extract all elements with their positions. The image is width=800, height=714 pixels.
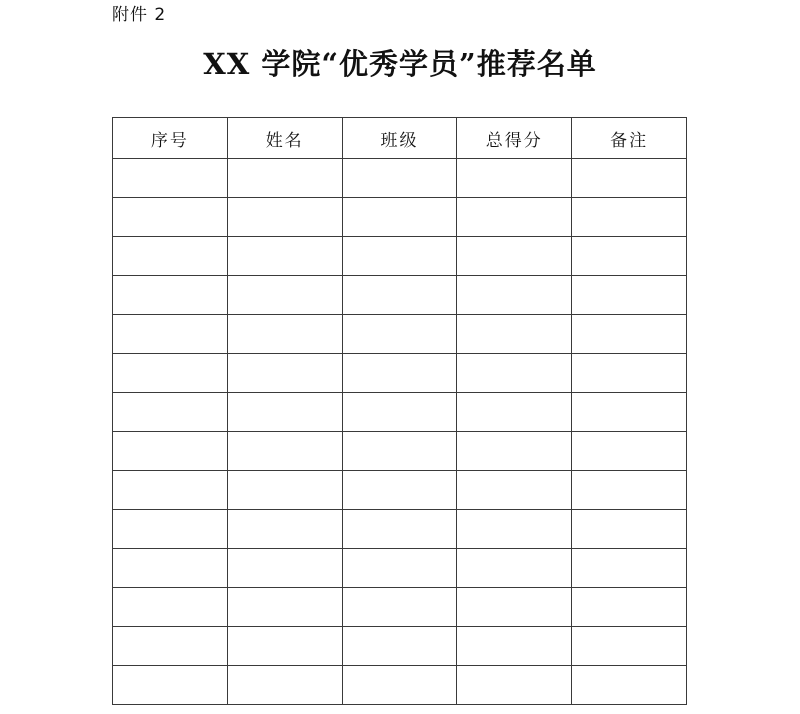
table-row	[113, 237, 687, 276]
table-cell[interactable]	[342, 315, 457, 354]
table-cell[interactable]	[227, 471, 342, 510]
document-title: XX 学院“优秀学员”推荐名单	[203, 47, 597, 81]
table-cell[interactable]	[342, 666, 457, 705]
table-row	[113, 159, 687, 198]
header-serial-number: 序号	[113, 118, 228, 159]
table-cell[interactable]	[342, 549, 457, 588]
table-row	[113, 588, 687, 627]
table-cell[interactable]	[457, 627, 572, 666]
table-cell[interactable]	[113, 393, 228, 432]
nomination-table	[112, 117, 687, 705]
table-cell[interactable]	[457, 549, 572, 588]
table-cell[interactable]	[113, 159, 228, 198]
table-cell[interactable]	[113, 315, 228, 354]
table-cell[interactable]	[572, 198, 687, 237]
table-row	[113, 198, 687, 237]
table-cell[interactable]	[457, 237, 572, 276]
table-cell[interactable]	[227, 510, 342, 549]
table-cell[interactable]	[572, 549, 687, 588]
table-cell[interactable]	[572, 627, 687, 666]
table-cell[interactable]	[457, 159, 572, 198]
table-header-row	[113, 118, 687, 159]
table-cell[interactable]	[572, 432, 687, 471]
table-cell[interactable]	[572, 393, 687, 432]
table-row	[113, 549, 687, 588]
table-cell[interactable]	[342, 432, 457, 471]
table-cell[interactable]	[113, 471, 228, 510]
table-cell[interactable]	[227, 393, 342, 432]
table-cell[interactable]	[457, 588, 572, 627]
table-cell[interactable]	[457, 393, 572, 432]
table-row	[113, 354, 687, 393]
table-cell[interactable]	[342, 198, 457, 237]
table-cell[interactable]	[572, 276, 687, 315]
table-cell[interactable]	[457, 198, 572, 237]
table-cell[interactable]	[342, 159, 457, 198]
table-cell[interactable]	[227, 276, 342, 315]
table-cell[interactable]	[457, 276, 572, 315]
table-cell[interactable]	[572, 666, 687, 705]
table-cell[interactable]	[342, 588, 457, 627]
table-cell[interactable]	[572, 471, 687, 510]
table-cell[interactable]	[457, 315, 572, 354]
table-cell[interactable]	[457, 510, 572, 549]
table-cell[interactable]	[572, 588, 687, 627]
attachment-label: 附件 2	[112, 5, 167, 25]
table-cell[interactable]	[342, 354, 457, 393]
table-cell[interactable]	[113, 432, 228, 471]
table-cell[interactable]	[572, 510, 687, 549]
table-cell[interactable]	[227, 666, 342, 705]
table-row	[113, 471, 687, 510]
table-cell[interactable]	[572, 354, 687, 393]
table-cell[interactable]	[457, 432, 572, 471]
table-cell[interactable]	[113, 198, 228, 237]
table-cell[interactable]	[113, 549, 228, 588]
table-cell[interactable]	[113, 666, 228, 705]
table-cell[interactable]	[457, 354, 572, 393]
table-row	[113, 627, 687, 666]
table-row	[113, 315, 687, 354]
table-cell[interactable]	[227, 432, 342, 471]
table-cell[interactable]	[342, 393, 457, 432]
table-cell[interactable]	[113, 276, 228, 315]
table-cell[interactable]	[113, 354, 228, 393]
table-cell[interactable]	[227, 198, 342, 237]
table-cell[interactable]	[113, 510, 228, 549]
header-remarks: 备注	[572, 118, 687, 159]
table-cell[interactable]	[113, 237, 228, 276]
table-body	[113, 159, 687, 705]
table-row	[113, 432, 687, 471]
table-cell[interactable]	[342, 237, 457, 276]
table-cell[interactable]	[227, 237, 342, 276]
table-cell[interactable]	[113, 588, 228, 627]
header-total-score: 总得分	[457, 118, 572, 159]
table-row	[113, 276, 687, 315]
header-name: 姓名	[227, 118, 342, 159]
table-row	[113, 393, 687, 432]
table-cell[interactable]	[227, 549, 342, 588]
table-cell[interactable]	[572, 315, 687, 354]
table-cell[interactable]	[572, 237, 687, 276]
table-row	[113, 666, 687, 705]
table-cell[interactable]	[227, 315, 342, 354]
table-cell[interactable]	[457, 471, 572, 510]
table-cell[interactable]	[342, 276, 457, 315]
table-cell[interactable]	[227, 627, 342, 666]
table-cell[interactable]	[457, 666, 572, 705]
table-cell[interactable]	[227, 354, 342, 393]
table-row	[113, 510, 687, 549]
header-class: 班级	[342, 118, 457, 159]
table-cell[interactable]	[342, 510, 457, 549]
table-cell[interactable]	[342, 627, 457, 666]
table-cell[interactable]	[572, 159, 687, 198]
table-cell[interactable]	[342, 471, 457, 510]
table-cell[interactable]	[227, 588, 342, 627]
table-cell[interactable]	[113, 627, 228, 666]
table-cell[interactable]	[227, 159, 342, 198]
